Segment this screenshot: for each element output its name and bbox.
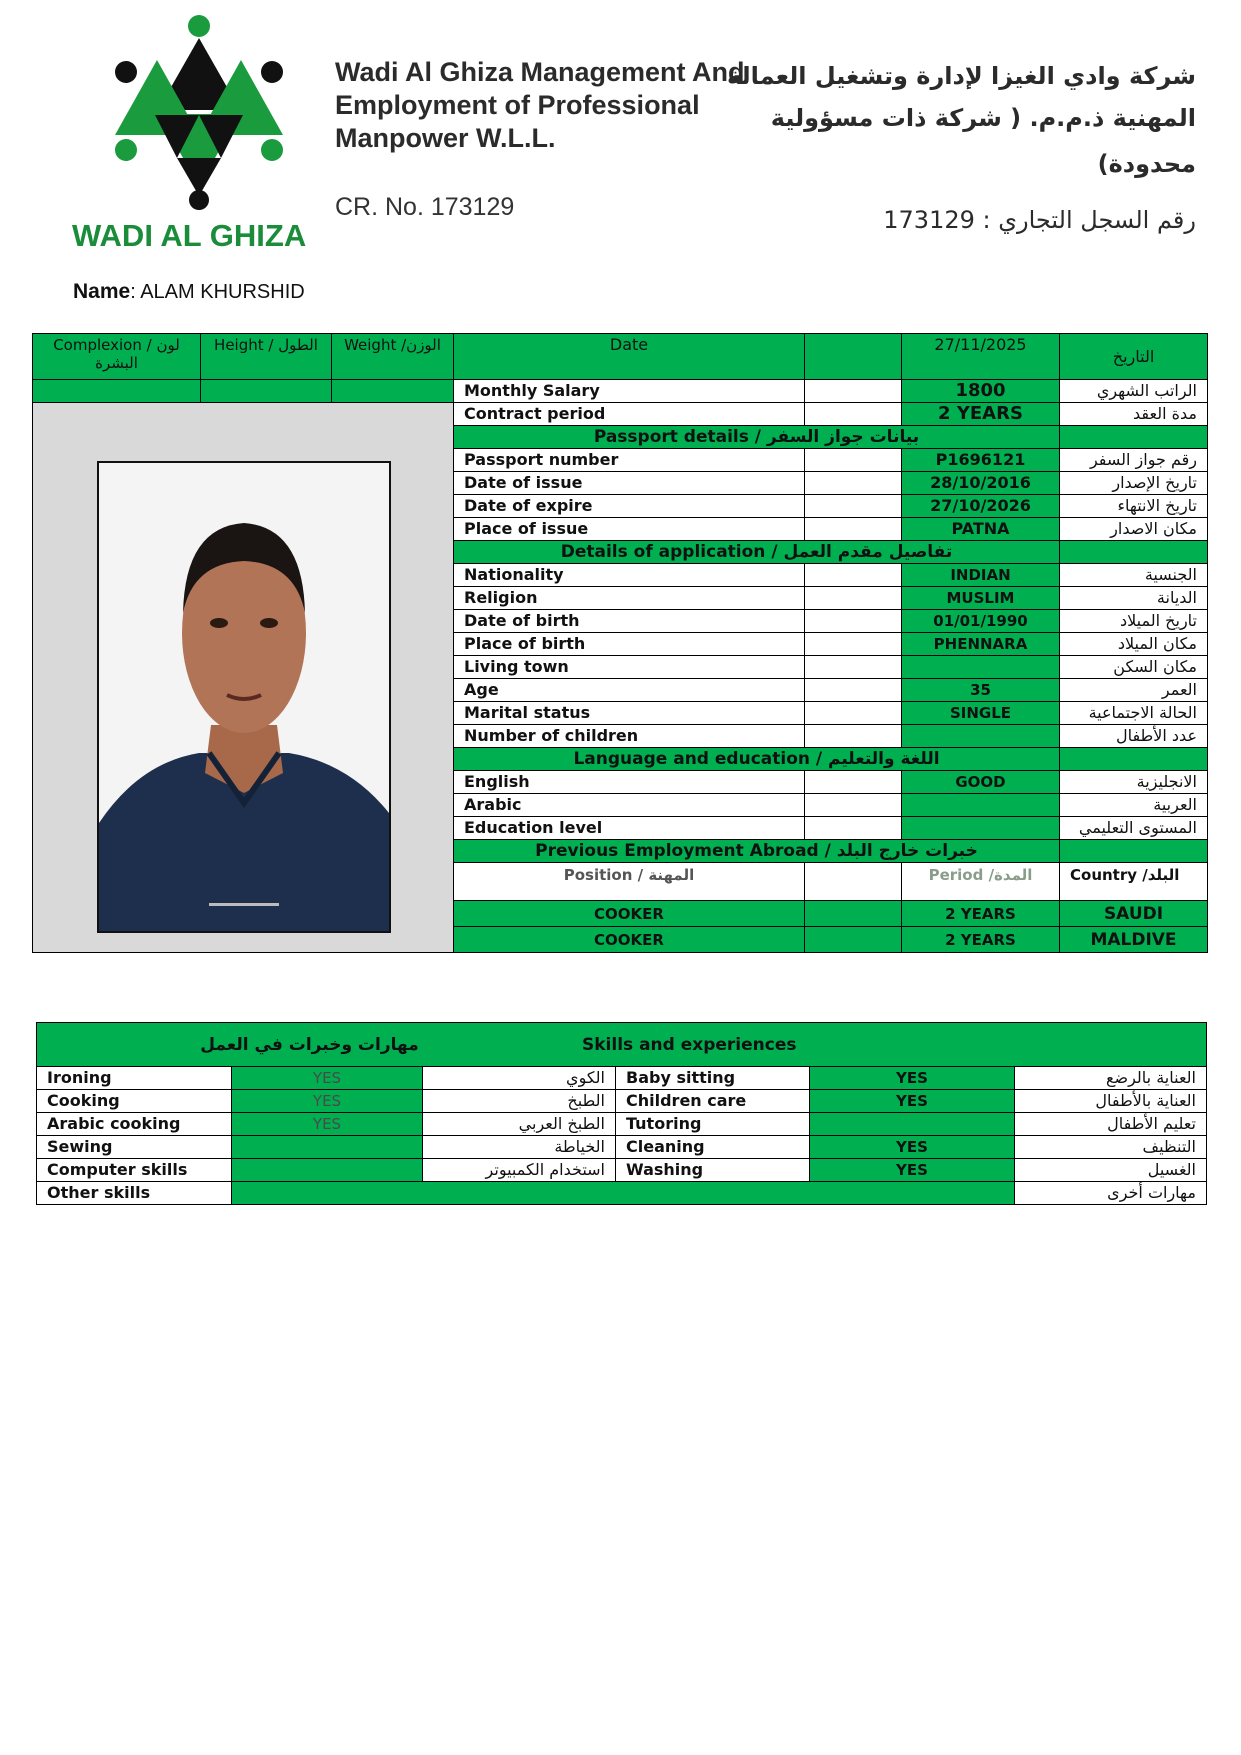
- cr-number-en: CR. No. 173129: [335, 193, 515, 221]
- complexion-value: [33, 380, 201, 403]
- date-value: 27/11/2025: [902, 334, 1060, 380]
- place-of-issue-label: Place of issue: [454, 518, 805, 541]
- contract-value: 2 YEARS: [902, 403, 1060, 426]
- skill-cooking-label: Cooking: [37, 1090, 232, 1113]
- employment-1-position: COOKER: [454, 901, 805, 927]
- company-name-ar-2: المهنية ذ.م.م. ( شركة ذات مسؤولية: [770, 104, 1196, 132]
- logo-emblem: [115, 15, 283, 210]
- language-header-blank: [1060, 748, 1208, 771]
- salary-value: 1800: [902, 380, 1060, 403]
- skill-other-value: [232, 1182, 1015, 1205]
- employment-2-position: COOKER: [454, 927, 805, 953]
- skill-ironing-value: YES: [232, 1067, 423, 1090]
- cr-number-ar: رقم السجل التجاري : 173129: [883, 206, 1196, 234]
- date-label: Date: [454, 334, 805, 380]
- dob-value: 01/01/1990: [902, 610, 1060, 633]
- english-value: GOOD: [902, 771, 1060, 794]
- company-name-en-2: Employment of Professional: [335, 90, 700, 120]
- applicant-photo: [97, 461, 391, 933]
- religion-label: Religion: [454, 587, 805, 610]
- skill-sewing-label-ar: الخياطة: [423, 1136, 616, 1159]
- employment-position-header: Position / المهنة: [454, 863, 805, 901]
- living-town-label: Living town: [454, 656, 805, 679]
- skill-babysitting-value: YES: [810, 1067, 1015, 1090]
- skill-tutoring-value: [810, 1113, 1015, 1136]
- skill-babysitting-label: Baby sitting: [616, 1067, 810, 1090]
- weight-label: Weight /الوزن: [332, 334, 454, 380]
- skills-header: [37, 1023, 1207, 1067]
- place-of-issue-label-ar: مكان الاصدار: [1060, 518, 1208, 541]
- issue-date-label: Date of issue: [454, 472, 805, 495]
- age-label-ar: العمر: [1060, 679, 1208, 702]
- skill-arabic-cooking-label-ar: الطبخ العربي: [423, 1113, 616, 1136]
- skill-washing-label-ar: الغسيل: [1015, 1159, 1207, 1182]
- passport-number-value: P1696121: [902, 449, 1060, 472]
- application-section-header: Details of application / تفاصيل مقدم العمل: [454, 541, 1060, 564]
- name-sep: :: [130, 281, 141, 303]
- salary-blank: [805, 380, 902, 403]
- skill-tutoring-label-ar: تعليم الأطفال: [1015, 1113, 1207, 1136]
- skill-other-label: Other skills: [37, 1182, 232, 1205]
- skill-ironing-label-ar: الكوي: [423, 1067, 616, 1090]
- contract-label: Contract period: [454, 403, 805, 426]
- expire-date-value: 27/10/2026: [902, 495, 1060, 518]
- arabic-label: Arabic: [454, 794, 805, 817]
- place-of-birth-label-ar: مكان الميلاد: [1060, 633, 1208, 656]
- photo-area: [33, 403, 454, 953]
- application-header-blank: [1060, 541, 1208, 564]
- children-label: Number of children: [454, 725, 805, 748]
- expire-date-label-ar: تاريخ الانتهاء: [1060, 495, 1208, 518]
- skill-other-label-ar: مهارات أخرى: [1015, 1182, 1207, 1205]
- dob-label-ar: تاريخ الميلاد: [1060, 610, 1208, 633]
- employment-2-country: MALDIVE: [1060, 927, 1208, 953]
- company-name-en-1: Wadi Al Ghiza Management And: [335, 57, 745, 87]
- skill-cooking-value: YES: [232, 1090, 423, 1113]
- marital-status-value: SINGLE: [902, 702, 1060, 725]
- nationality-value: INDIAN: [902, 564, 1060, 587]
- date-blank: [805, 334, 902, 380]
- skill-childcare-label: Children care: [616, 1090, 810, 1113]
- skill-cleaning-label-ar: التنظيف: [1015, 1136, 1207, 1159]
- salary-label: Monthly Salary: [454, 380, 805, 403]
- contract-label-ar: مدة العقد: [1060, 403, 1208, 426]
- living-town-value: [902, 656, 1060, 679]
- applicant-name: [73, 280, 305, 304]
- employment-period-header: Period /المدة: [902, 863, 1060, 901]
- english-label: English: [454, 771, 805, 794]
- place-of-birth-label: Place of birth: [454, 633, 805, 656]
- language-section-header: Language and education / اللغة والتعليم: [454, 748, 1060, 771]
- company-logo: [62, 10, 337, 250]
- employment-section-header: Previous Employment Abroad / خبرات خارج البلد: [454, 840, 1060, 863]
- company-name-en-3: Manpower W.L.L.: [335, 123, 556, 153]
- place-of-issue-value: PATNA: [902, 518, 1060, 541]
- skills-title-ar: مهارات وخبرات في العمل: [200, 1034, 419, 1055]
- dob-label: Date of birth: [454, 610, 805, 633]
- english-label-ar: الانجليزية: [1060, 771, 1208, 794]
- passport-number-label: Passport number: [454, 449, 805, 472]
- arabic-label-ar: العربية: [1060, 794, 1208, 817]
- name-label: Name: [73, 280, 131, 303]
- religion-label-ar: الديانة: [1060, 587, 1208, 610]
- nationality-label: Nationality: [454, 564, 805, 587]
- skill-computer-label: Computer skills: [37, 1159, 232, 1182]
- skill-arabic-cooking-label: Arabic cooking: [37, 1113, 232, 1136]
- name-value: ALAM KHURSHID: [140, 281, 305, 303]
- employment-2-period: 2 YEARS: [902, 927, 1060, 953]
- marital-status-label: Marital status: [454, 702, 805, 725]
- skill-babysitting-label-ar: العناية بالرضع: [1015, 1067, 1207, 1090]
- skill-childcare-value: YES: [810, 1090, 1015, 1113]
- employment-country-header: Country /البلد: [1060, 863, 1208, 901]
- skill-ironing-label: Ironing: [37, 1067, 232, 1090]
- applicant-details-table: [32, 333, 1208, 953]
- height-value: [201, 380, 332, 403]
- employment-1-country: SAUDI: [1060, 901, 1208, 927]
- arabic-value: [902, 794, 1060, 817]
- skill-childcare-label-ar: العناية بالأطفال: [1015, 1090, 1207, 1113]
- skill-washing-label: Washing: [616, 1159, 810, 1182]
- skill-arabic-cooking-value: YES: [232, 1113, 423, 1136]
- logo-text: WADI AL GHIZA: [72, 218, 307, 250]
- expire-date-label: Date of expire: [454, 495, 805, 518]
- education-label-ar: المستوى التعليمي: [1060, 817, 1208, 840]
- living-town-label-ar: مكان السكن: [1060, 656, 1208, 679]
- skills-title-en: Skills and experiences: [582, 1034, 797, 1055]
- skills-table: [36, 1022, 1207, 1205]
- skill-computer-value: [232, 1159, 423, 1182]
- nationality-label-ar: الجنسية: [1060, 564, 1208, 587]
- company-name-ar-3: محدودة): [1097, 150, 1196, 178]
- skill-computer-label-ar: استخدام الكمبيوتر: [423, 1159, 616, 1182]
- issue-date-label-ar: تاريخ الإصدار: [1060, 472, 1208, 495]
- religion-value: MUSLIM: [902, 587, 1060, 610]
- company-name-ar-1: شركة وادي الغيزا لإدارة وتشغيل العمالة: [727, 62, 1196, 90]
- skill-cleaning-label: Cleaning: [616, 1136, 810, 1159]
- date-label-ar: التاريخ: [1060, 334, 1208, 380]
- age-value: 35: [902, 679, 1060, 702]
- employment-header-blank: [1060, 840, 1208, 863]
- height-label: Height / الطول: [201, 334, 332, 380]
- contract-blank: [805, 403, 902, 426]
- issue-date-value: 28/10/2016: [902, 472, 1060, 495]
- skill-tutoring-label: Tutoring: [616, 1113, 810, 1136]
- skill-cleaning-value: YES: [810, 1136, 1015, 1159]
- weight-value: [332, 380, 454, 403]
- marital-status-label-ar: الحالة الاجتماعية: [1060, 702, 1208, 725]
- passport-header-blank: [1060, 426, 1208, 449]
- passport-number-label-ar: رقم جواز السفر: [1060, 449, 1208, 472]
- skill-cooking-label-ar: الطبخ: [423, 1090, 616, 1113]
- skill-washing-value: YES: [810, 1159, 1015, 1182]
- children-value: [902, 725, 1060, 748]
- passport-section-header: Passport details / بيانات جواز السفر: [454, 426, 1060, 449]
- skill-sewing-label: Sewing: [37, 1136, 232, 1159]
- complexion-label: Complexion / لون البشرة: [33, 334, 201, 380]
- skill-sewing-value: [232, 1136, 423, 1159]
- education-label: Education level: [454, 817, 805, 840]
- children-label-ar: عدد الأطفال: [1060, 725, 1208, 748]
- age-label: Age: [454, 679, 805, 702]
- education-value: [902, 817, 1060, 840]
- employment-1-period: 2 YEARS: [902, 901, 1060, 927]
- place-of-birth-value: PHENNARA: [902, 633, 1060, 656]
- salary-label-ar: الراتب الشهري: [1060, 380, 1208, 403]
